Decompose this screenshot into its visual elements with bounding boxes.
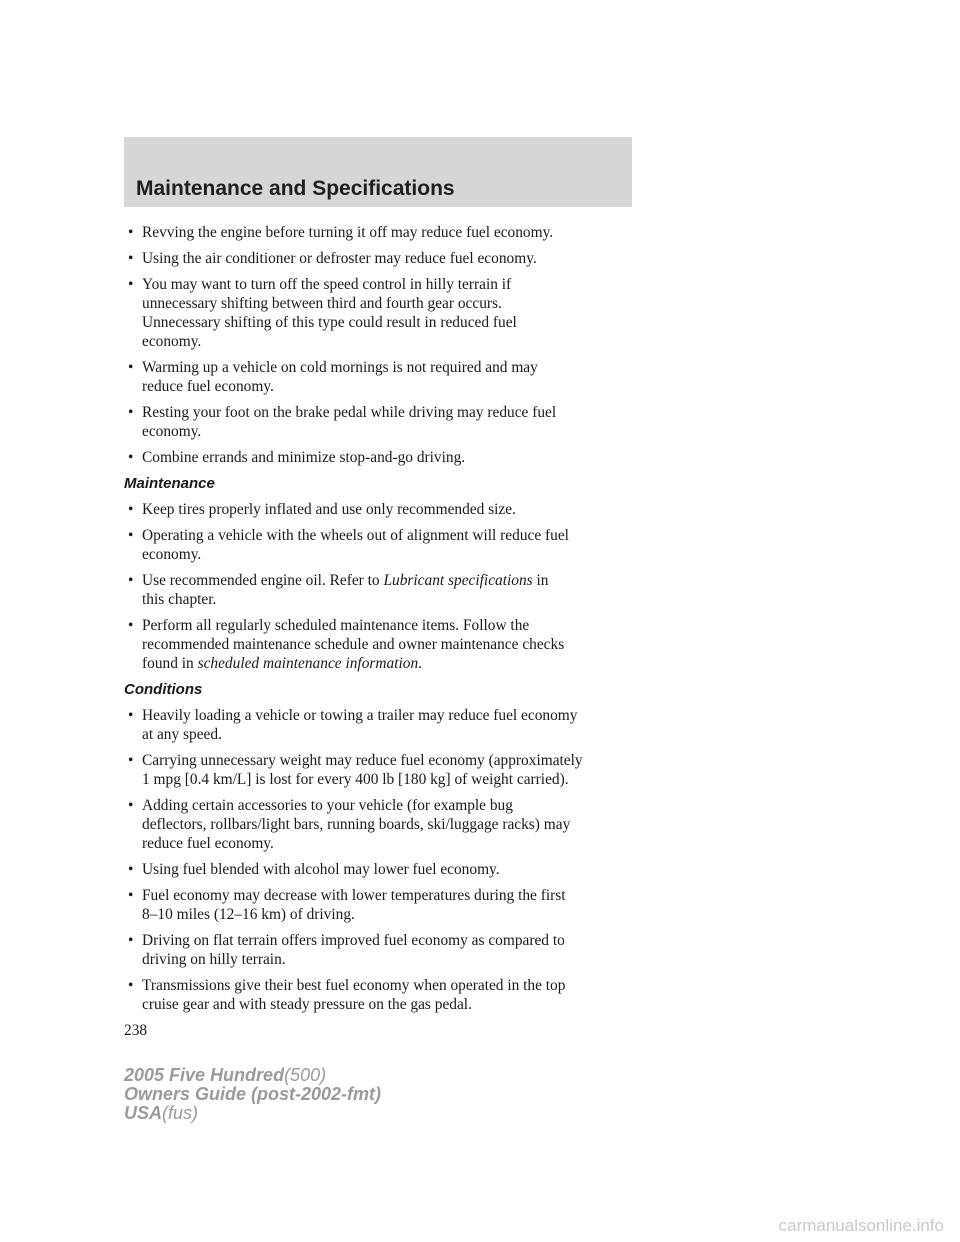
line: economy.	[142, 333, 202, 350]
list-item	[124, 886, 636, 924]
list-item	[124, 796, 636, 853]
line: Heavily loading a vehicle or towing a trailer may reduce fuel economy	[142, 707, 578, 724]
list-item	[124, 275, 636, 351]
line-start: Use recommended engine oil. Refer to	[142, 572, 384, 589]
scheduled-maintenance-reference: scheduled maintenance information	[197, 655, 419, 672]
list-item	[124, 931, 636, 969]
conditions-list	[124, 706, 636, 1014]
maintenance-list	[124, 500, 636, 673]
list-item	[124, 500, 636, 519]
line: cruise gear and with steady pressure on the gas pedal.	[142, 996, 472, 1013]
conditions-heading: Conditions	[124, 681, 203, 698]
line: recommended maintenance schedule and owner maintenance checks	[142, 636, 565, 653]
line: Perform all regularly scheduled maintenance items. Follow the	[142, 617, 530, 634]
line: driving on hilly terrain.	[142, 951, 286, 968]
line-end: .	[418, 655, 422, 672]
line-end: in	[532, 572, 549, 589]
line-start: found in	[142, 655, 198, 672]
line: economy.	[142, 423, 202, 440]
line: unnecessary shifting between third and fourth gear occurs.	[142, 295, 502, 312]
list-item	[124, 706, 636, 744]
document-footer	[124, 1066, 381, 1123]
watermark: carmanualsonline.info	[778, 1216, 944, 1235]
footer-model-code: (500)	[284, 1065, 327, 1085]
line: Transmissions give their best fuel economy when operated in the top	[142, 977, 566, 994]
lubricant-specifications-reference: Lubricant specifications	[383, 572, 533, 589]
list-item	[124, 976, 636, 1014]
line: Driving on flat terrain offers improved fuel economy as compared to	[142, 932, 565, 949]
list-item	[124, 403, 636, 441]
line: Keep tires properly inflated and use only recommended size.	[142, 501, 516, 518]
line: reduce fuel economy.	[142, 835, 274, 852]
line: deflectors, rollbars/light bars, running boards, ski/luggage racks) may	[142, 816, 571, 833]
list-item	[124, 860, 636, 879]
line: this chapter.	[142, 591, 217, 608]
section-title: Maintenance and Specifications	[136, 177, 455, 200]
line: You may want to turn off the speed control in hilly terrain if	[142, 276, 512, 293]
footer-guide-format: Owners Guide (post-2002-fmt)	[124, 1084, 382, 1104]
line: 1 mpg [0.4 km/L] is lost for every 400 lb [180 kg] of weight carried).	[142, 771, 569, 788]
footer-line-market	[124, 1104, 381, 1123]
line: Warming up a vehicle on cold mornings is not required and may	[142, 359, 538, 376]
list-item	[124, 526, 636, 564]
line: Using fuel blended with alcohol may lower fuel economy.	[142, 861, 500, 878]
line: Operating a vehicle with the wheels out of alignment will reduce fuel	[142, 527, 569, 544]
line: at any speed.	[142, 726, 222, 743]
list-item	[124, 616, 636, 673]
footer-line-model	[124, 1066, 381, 1085]
line: Combine errands and minimize stop-and-go driving.	[142, 449, 466, 466]
line: economy.	[142, 546, 202, 563]
line: Using the air conditioner or defroster may reduce fuel economy.	[142, 250, 537, 267]
fuel-tips-list	[124, 223, 636, 467]
list-item	[124, 751, 636, 789]
list-item	[124, 571, 636, 609]
line: Unnecessary shifting of this type could result in reduced fuel	[142, 314, 517, 331]
footer-model: 2005 Five Hundred	[124, 1065, 285, 1085]
page-content	[124, 223, 636, 1040]
list-item	[124, 223, 636, 242]
line: Revving the engine before turning it off may reduce fuel economy.	[142, 224, 554, 241]
maintenance-heading: Maintenance	[124, 475, 215, 492]
section-header-band	[124, 137, 632, 207]
page-number: 238	[124, 1022, 148, 1039]
line: Adding certain accessories to your vehicle (for example bug	[142, 797, 513, 814]
list-item	[124, 358, 636, 396]
line: 8–10 miles (12–16 km) of driving.	[142, 906, 355, 923]
list-item	[124, 249, 636, 268]
footer-market: USA	[124, 1103, 163, 1123]
line: Carrying unnecessary weight may reduce fuel economy (approximately	[142, 752, 583, 769]
footer-market-code: (fus)	[162, 1103, 199, 1123]
list-item	[124, 448, 636, 467]
line: Fuel economy may decrease with lower temperatures during the first	[142, 887, 566, 904]
line: reduce fuel economy.	[142, 378, 274, 395]
line: Resting your foot on the brake pedal while driving may reduce fuel	[142, 404, 557, 421]
